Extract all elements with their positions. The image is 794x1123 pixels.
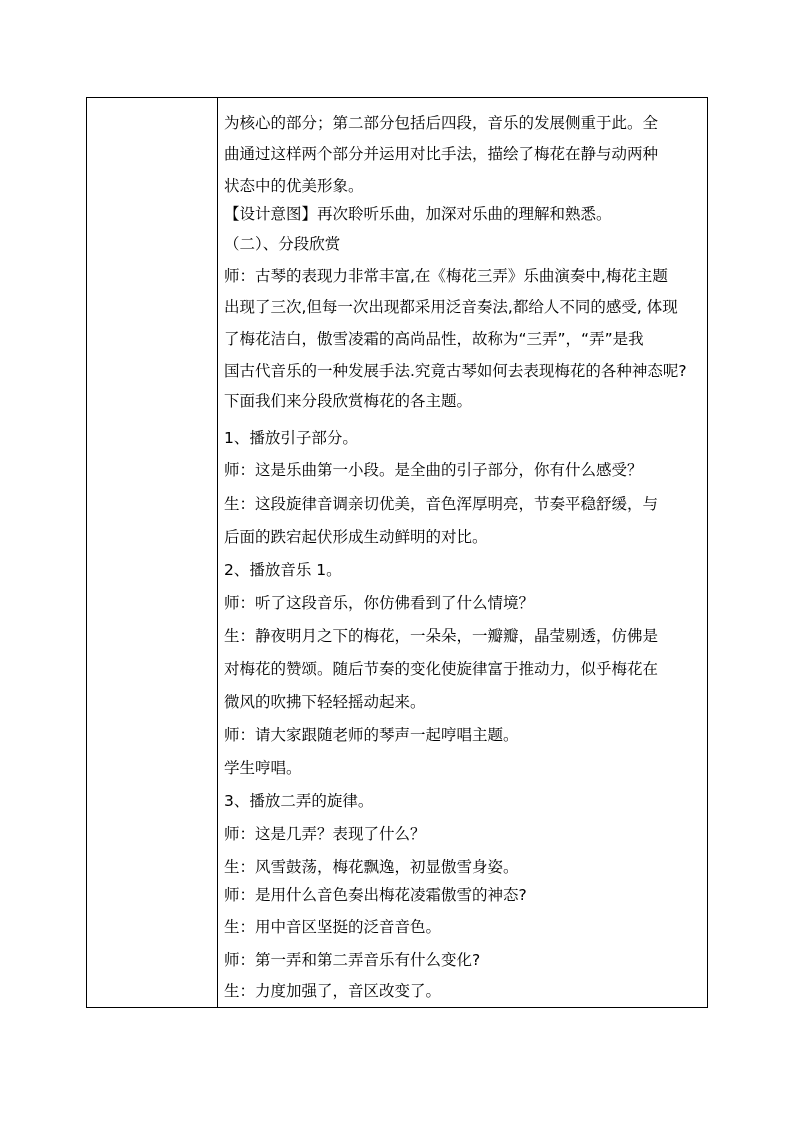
text-line: 状态中的优美形象。 (224, 177, 364, 195)
text-line: 生：风雪鼓荡，梅花飘逸，初显傲雪身姿。 (224, 858, 519, 876)
text-line: 后面的跌宕起伏形成生动鲜明的对比。 (224, 528, 488, 546)
text-line: 生：这段旋律音调亲切优美，音色浑厚明亮，节奏平稳舒缓，与 (224, 495, 659, 513)
lesson-table (86, 97, 708, 1008)
text-line: 对梅花的赞颂。随后节奏的变化使旋律富于推动力，似乎梅花在 (224, 660, 659, 678)
text-line: 2、播放音乐 1。 (224, 561, 342, 579)
section-heading: （二）、分段欣赏 (224, 235, 341, 253)
text-line: 生：用中音区坚挺的泛音音色。 (224, 918, 442, 936)
text-line: 师：是用什么音色奏出梅花凌霜傲雪的神态? (224, 886, 527, 904)
table-left-cell (87, 98, 217, 1007)
text-line: 生：静夜明月之下的梅花，一朵朵，一瓣瓣，晶莹剔透，仿佛是 (224, 627, 659, 645)
text-line: 曲通过这样两个部分并运用对比手法，描绘了梅花在静与动两种 (224, 145, 659, 163)
text-line: 微风的吹拂下轻轻摇动起来。 (224, 693, 426, 711)
text-line: 国古代音乐的一种发展手法.究竟古琴如何去表现梅花的各种神态呢? (224, 362, 687, 380)
text-line: 师：听了这段音乐，你仿佛看到了什么情境？ (224, 594, 535, 612)
text-line: 生：力度加强了，音区改变了。 (224, 982, 442, 1000)
text-line: 【设计意图】再次聆听乐曲，加深对乐曲的理解和熟悉。 (224, 205, 612, 223)
text-line: 学生哼唱。 (224, 759, 302, 777)
text-line: 下面我们来分段欣赏梅花的各主题。 (224, 392, 473, 410)
text-line: 了梅花洁白，傲雪凌霜的高尚品性，故称为“三弄”，“弄”是我 (224, 330, 644, 348)
table-content-cell (218, 98, 707, 1007)
text-line: 师：第一弄和第二弄音乐有什么变化? (224, 951, 481, 969)
text-line: 师：古琴的表现力非常丰富,在《梅花三弄》乐曲演奏中,梅花主题 (224, 267, 668, 285)
text-line: 师：这是几弄？表现了什么？ (224, 825, 426, 843)
text-line: 为核心的部分；第二部分包括后四段，音乐的发展侧重于此。全 (224, 114, 659, 132)
text-line: 师：请大家跟随老师的琴声一起哼唱主题。 (224, 726, 519, 744)
text-line: 3、播放二弄的旋律。 (224, 792, 374, 810)
text-line: 1、播放引子部分。 (224, 429, 358, 447)
text-line: 出现了三次,但每一次出现都采用泛音奏法,都给人不同的感受, 体现 (224, 298, 678, 316)
text-line: 师：这是乐曲第一小段。是全曲的引子部分，你有什么感受？ (224, 461, 643, 479)
